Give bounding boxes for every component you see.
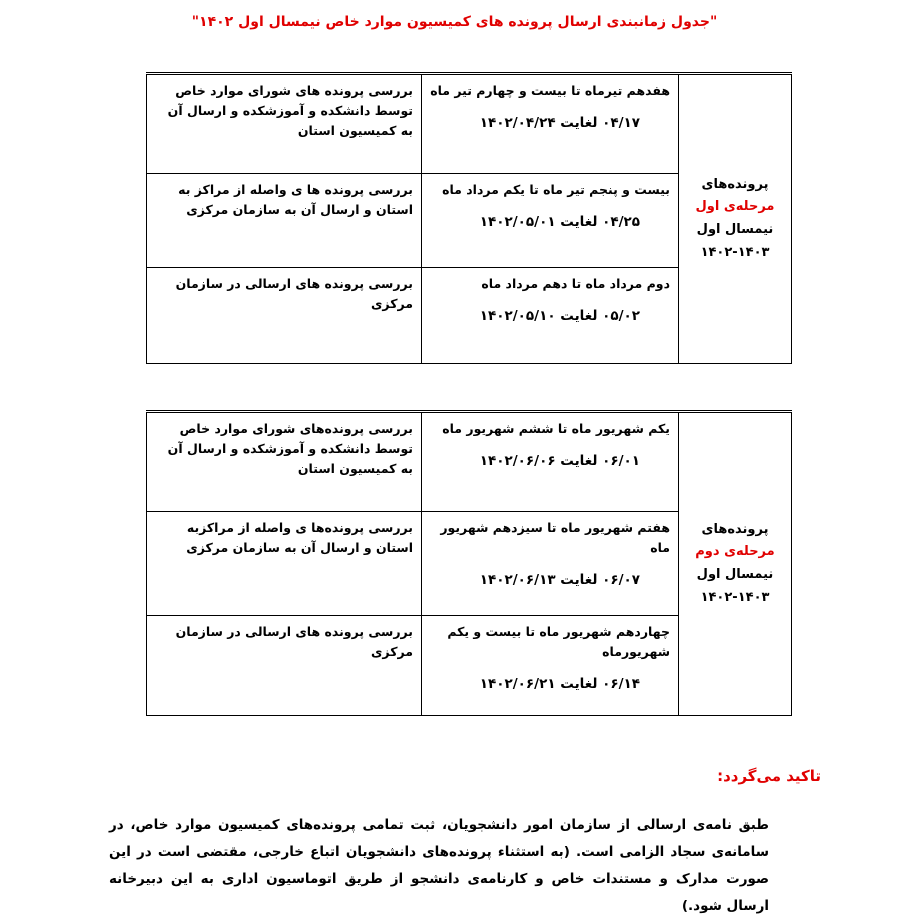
period-dates: ۰۴/۲۵ لغایت ۱۴۰۲/۰۵/۰۱ <box>479 214 640 230</box>
activity-cell: بررسی پرونده های ارسالی در سازمان مرکزی <box>147 616 422 716</box>
phase-cell <box>679 412 792 716</box>
phase-line3: ۱۴۰۲-۱۴۰۳ <box>700 589 770 605</box>
activity-cell: بررسی پرونده های ارسالی در سازمان مرکزی <box>147 268 422 364</box>
period-label: هفدهم تیرماه تا بیست و چهارم تیر ماه <box>430 83 670 98</box>
activity-cell: بررسی پرونده‌های شورای موارد خاص توسط دانشکده و آموزشکده و ارسال آن به کمیسیون استان <box>147 412 422 512</box>
activity-cell: بررسی پرونده ها ی واصله از مراکز به استان و ارسال آن به سازمان مرکزی <box>147 174 422 268</box>
note-heading: تاکید می‌گردد: <box>717 767 821 785</box>
period-label: چهاردهم شهریور ماه تا بیست و یکم شهریورماه <box>447 624 670 659</box>
period-label: دوم مرداد ماه تا دهم مرداد ماه <box>481 276 670 291</box>
phase-line2: نیمسال اول <box>696 222 774 237</box>
period-cell <box>422 174 679 268</box>
activity-cell: بررسی پرونده های شورای موارد خاص توسط دانشکده و آموزشکده و ارسال آن به کمیسیون استان <box>147 74 422 174</box>
phase-line3: ۱۴۰۲-۱۴۰۳ <box>700 244 770 260</box>
table-row <box>147 74 792 174</box>
phase-name: مرحله‌ی اول <box>695 199 775 215</box>
period-cell <box>422 616 679 716</box>
note-body: طبق نامه‌ی ارسالی از سازمان امور دانشجویان، ثبت تمامی پرونده‌های کمیسیون موارد خاص، در سامانه‌ی سجاد الزامی است. (به استثناء پرونده‌های دانشجویان اتباع خارجی، مقتضی است در این صورت مدارک و مستندات خاص و کارنامه‌ی دانشجو از طریق اتوماسیون اداری به این دبیرخانه ارسال شود.) <box>109 817 769 914</box>
phase-line1: پرونده‌های <box>701 176 769 192</box>
period-dates: ۰۶/۰۷ لغایت ۱۴۰۲/۰۶/۱۳ <box>479 572 640 588</box>
schedule-table-phase-2 <box>146 410 792 716</box>
period-dates: ۰۴/۱۷ لغایت ۱۴۰۲/۰۴/۲۴ <box>479 115 640 131</box>
phase-line2: نیمسال اول <box>696 567 774 582</box>
period-cell <box>422 412 679 512</box>
period-cell <box>422 74 679 174</box>
schedule-table-phase-1 <box>146 72 792 364</box>
phase-name: مرحله‌ی دوم <box>695 544 775 560</box>
page-title: "جدول زمانبندی ارسال پرونده های کمیسیون موارد خاص نیمسال اول ۱۴۰۲" <box>191 14 718 30</box>
activity-cell: بررسی پرونده‌ها ی واصله از مراکزبه استان و ارسال آن به سازمان مرکزی <box>147 512 422 616</box>
period-label: بیست و پنجم تیر ماه تا یکم مرداد ماه <box>442 182 670 197</box>
phase-line1: پرونده‌های <box>701 521 769 537</box>
period-dates: ۰۵/۰۲ لغایت ۱۴۰۲/۰۵/۱۰ <box>479 308 640 324</box>
period-cell <box>422 268 679 364</box>
period-label: هفتم شهریور ماه تا سیزدهم شهریور ماه <box>440 520 670 555</box>
phase-cell <box>679 74 792 364</box>
period-label: یکم شهریور ماه تا ششم شهریور ماه <box>442 421 670 436</box>
period-dates: ۰۶/۰۱ لغایت ۱۴۰۲/۰۶/۰۶ <box>479 453 640 469</box>
period-cell <box>422 512 679 616</box>
table-row <box>147 412 792 512</box>
period-dates: ۰۶/۱۴ لغایت ۱۴۰۲/۰۶/۲۱ <box>479 676 640 692</box>
